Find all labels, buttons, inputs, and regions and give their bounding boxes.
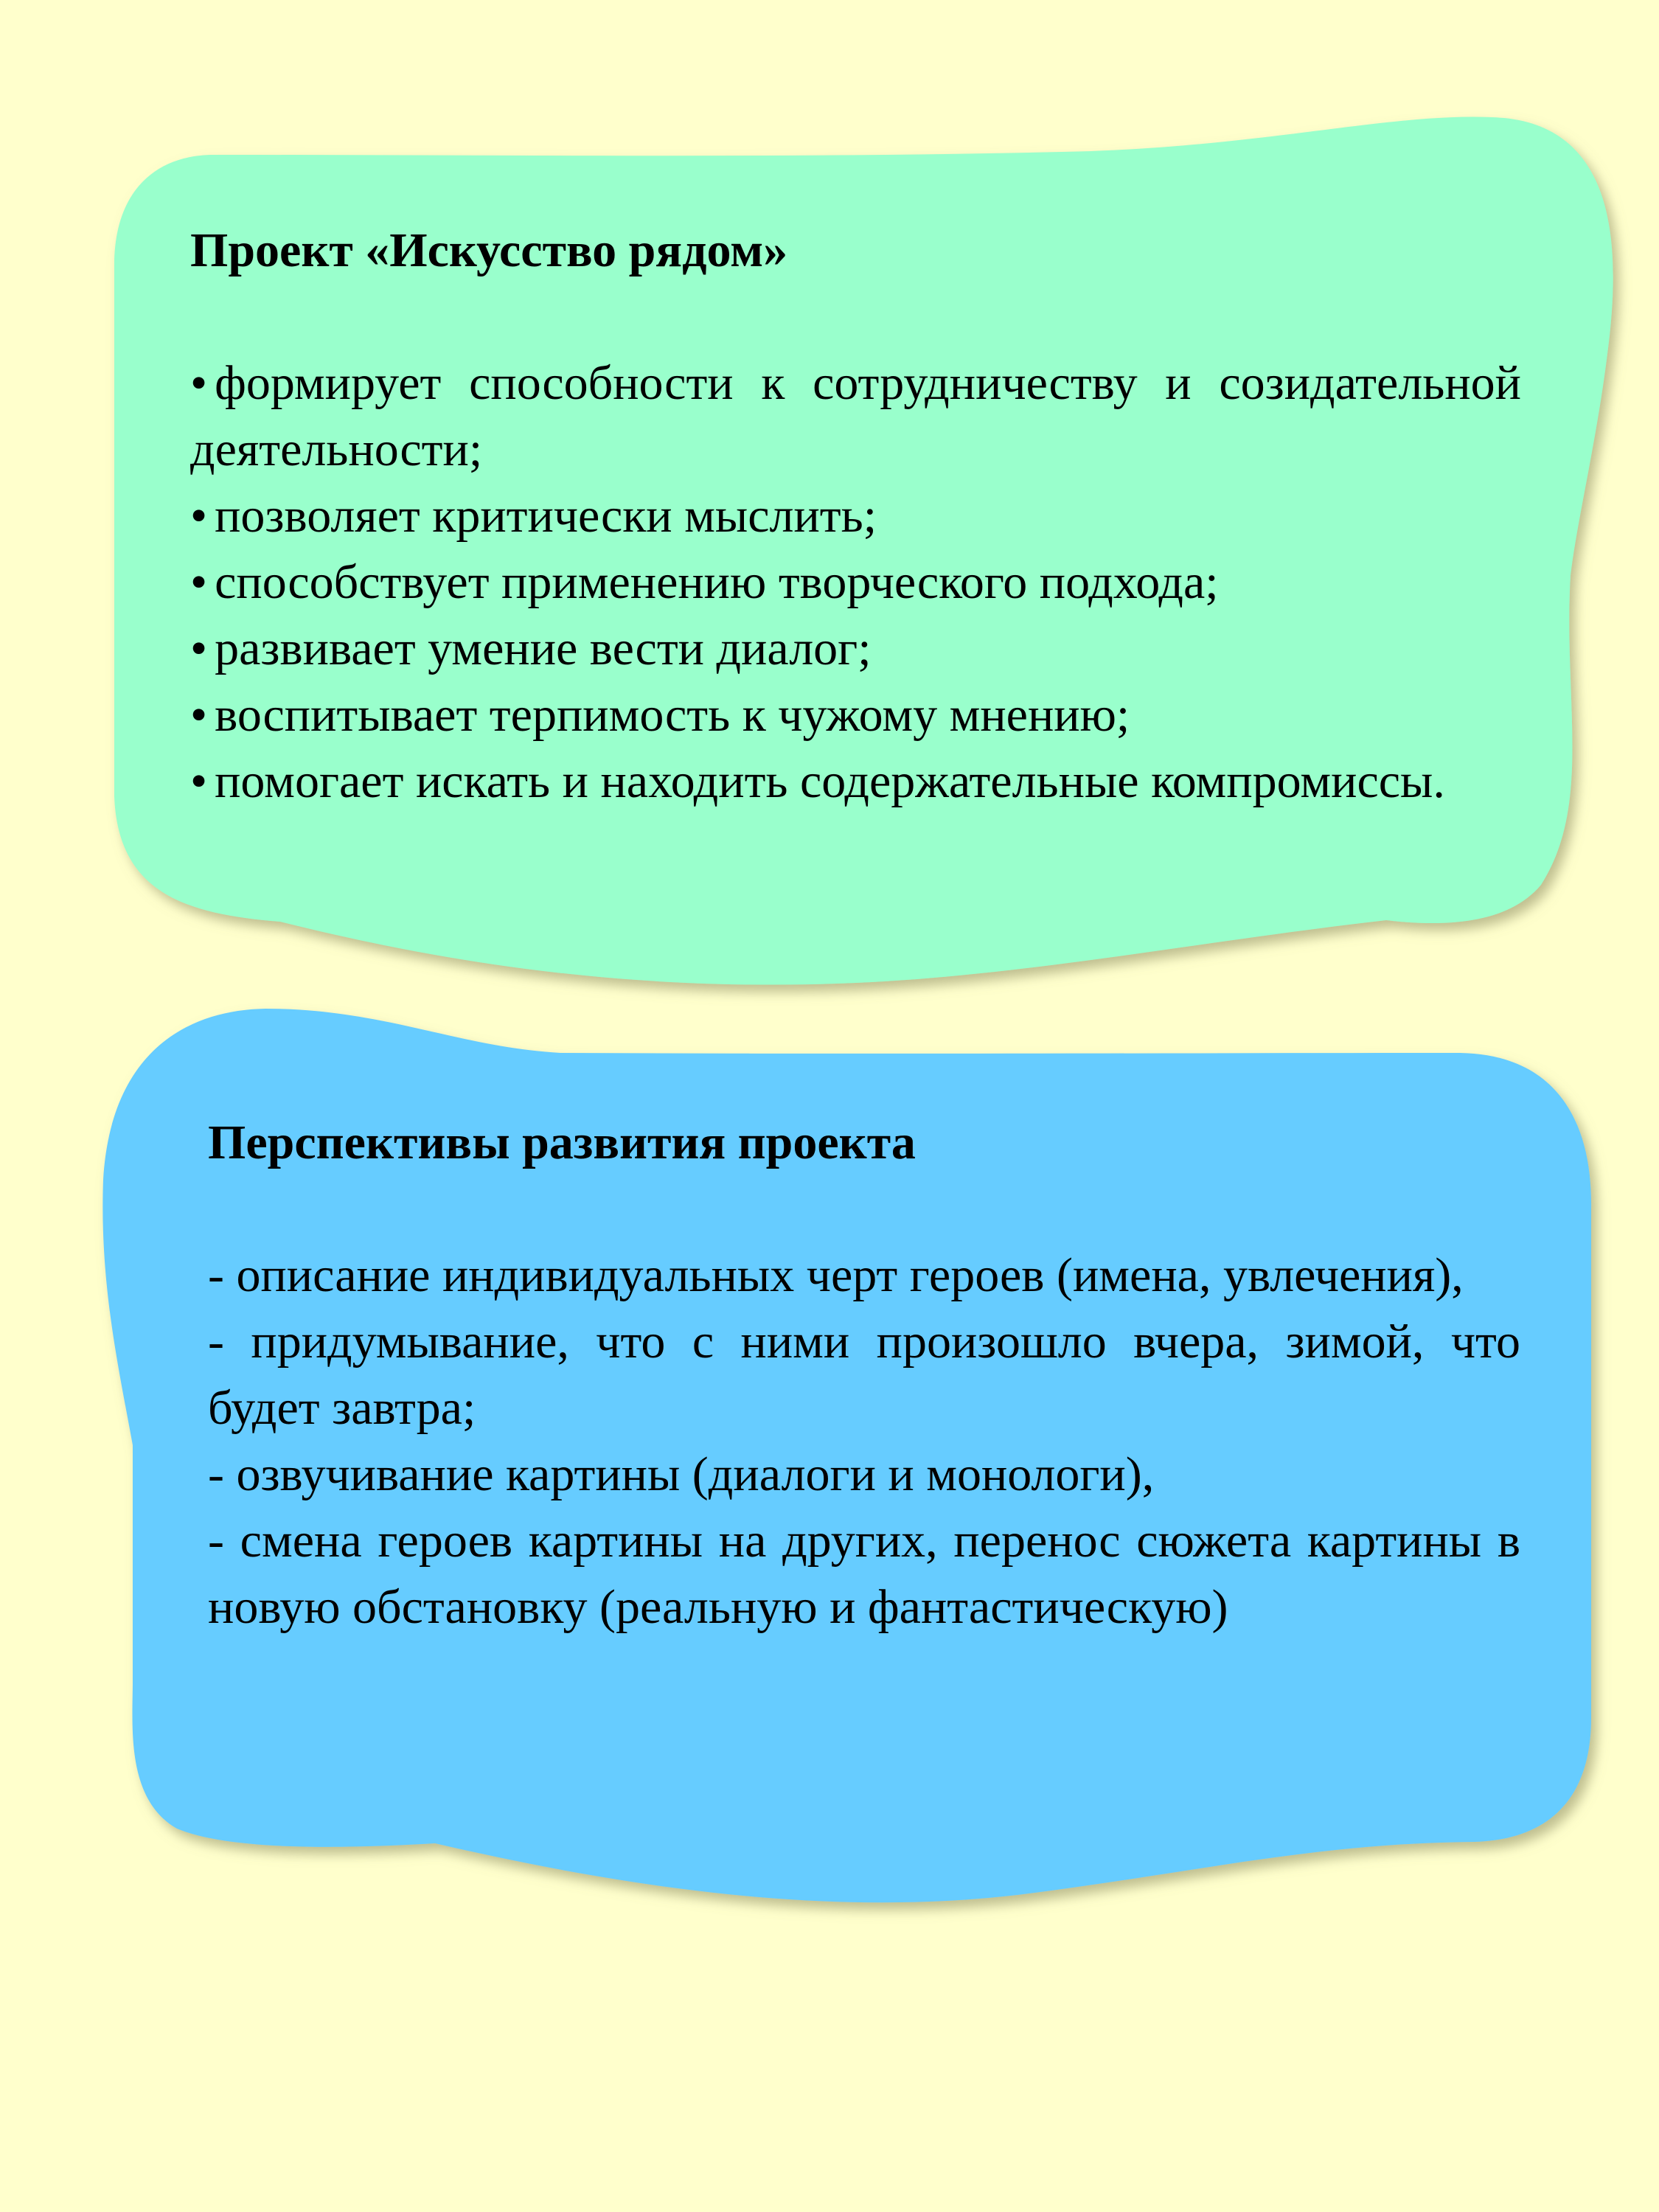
list-item (190, 616, 1521, 682)
list-item: - озвучивание картины (диалоги и монологи), (208, 1447, 1155, 1501)
bullet-icon: • (190, 622, 208, 675)
list-item-text: позволяет критически мыслить; (215, 489, 877, 543)
list-item: - смена героев картины на других, перенос сюжета картины в новую обстановку (реальную и фантастическую) (208, 1514, 1520, 1634)
card2-content (208, 1110, 1520, 1641)
list-item-text: формирует способности к сотрудничеству и созидательной деятельности; (190, 356, 1521, 476)
list-item: - описание индивидуальных черт героев (имена, увлечения), (208, 1248, 1464, 1302)
list-item-text: развивает умение вести диалог; (215, 622, 872, 675)
bullet-icon: • (190, 754, 208, 808)
list-item (190, 350, 1521, 483)
bullet-icon: • (190, 489, 208, 543)
list-item (190, 483, 1521, 549)
list-item-text: помогает искать и находить содержательные компромиссы. (215, 754, 1445, 808)
card1-list (190, 350, 1521, 815)
list-item (190, 682, 1521, 748)
bullet-icon: • (190, 688, 208, 742)
list-item: - придумывание, что с ними произошло вчера, зимой, что будет завтра; (208, 1315, 1520, 1435)
card2-title: Перспективы развития проекта (208, 1116, 916, 1169)
card1-content (190, 218, 1521, 815)
bullet-icon: • (190, 356, 208, 410)
list-item (190, 748, 1521, 815)
bullet-icon: • (190, 555, 208, 609)
card1-title: Проект «Искусство рядом» (190, 223, 788, 277)
list-item-text: способствует применению творческого подхода; (215, 555, 1219, 609)
list-item (190, 549, 1521, 616)
list-item-text: воспитывает терпимость к чужому мнению; (215, 688, 1130, 742)
card2-list (208, 1242, 1520, 1641)
